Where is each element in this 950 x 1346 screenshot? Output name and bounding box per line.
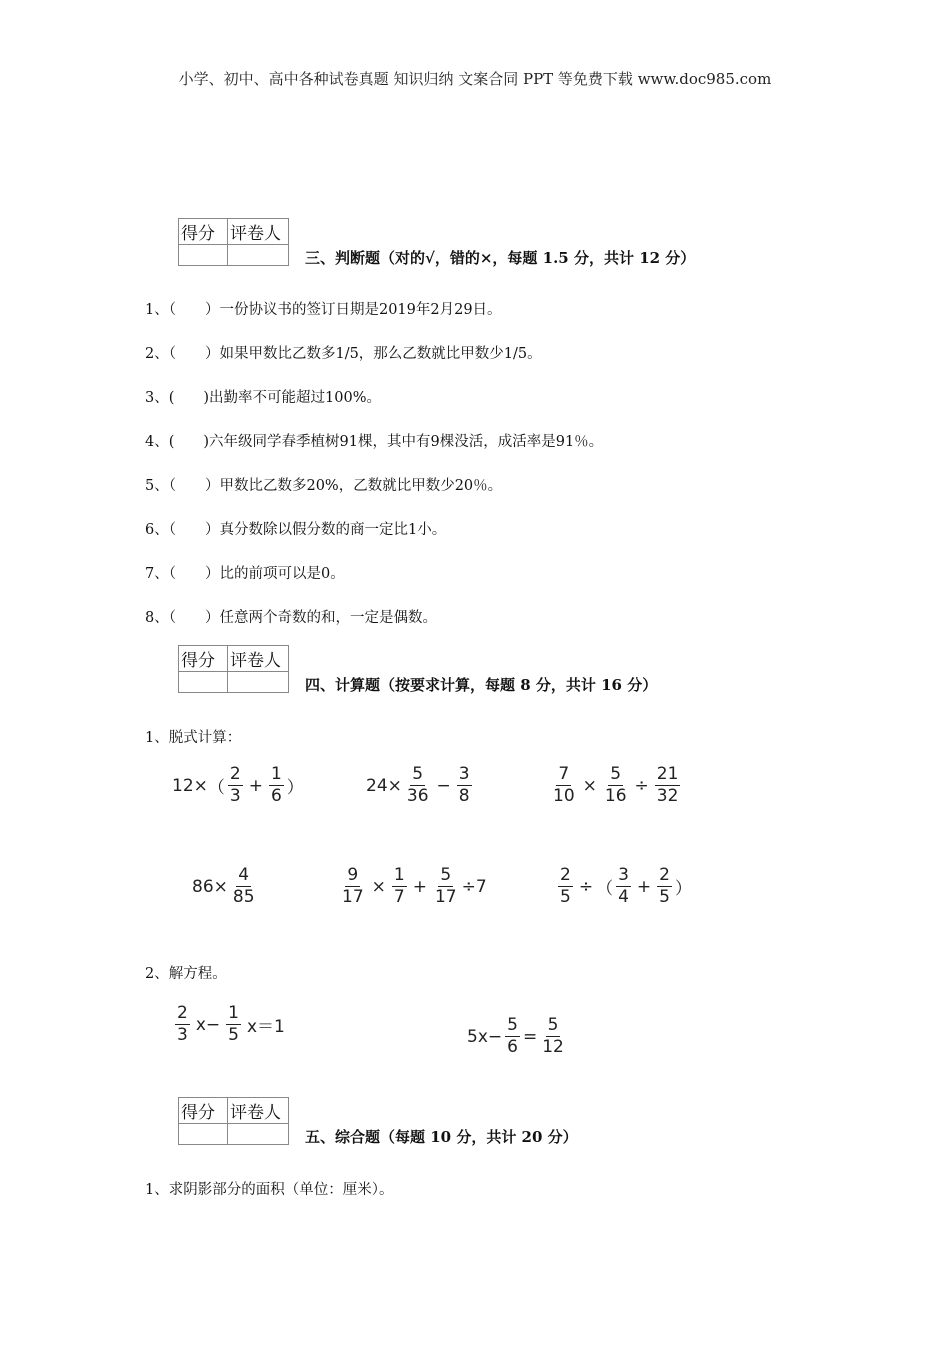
- expr-text: ÷7: [461, 876, 487, 897]
- fraction: [558, 867, 573, 906]
- denominator: 36: [406, 786, 429, 806]
- expression-1: [172, 766, 304, 805]
- denominator: 5: [560, 887, 571, 907]
- numerator: 4: [238, 865, 250, 885]
- numerator: 7: [558, 764, 570, 784]
- fraction: [657, 867, 672, 906]
- section4-title: 四、计算题（按要求计算，每题 8 分，共计 16 分）: [305, 676, 658, 694]
- score-box-section5: [178, 1097, 289, 1145]
- judge-question-2: 2、（ ）如果甲数比乙数多1/5，那么乙数就比甲数少1/5。: [145, 346, 542, 362]
- page-header: 小学、初中、高中各种试卷真题 知识归纳 文案合同 PPT 等免费下载 www.doc985.com: [178, 70, 772, 88]
- judge-question-6: 6、（ ）真分数除以假分数的商一定比1小。: [145, 522, 447, 538]
- section3-title: 三、判断题（对的√，错的×，每题 1.5 分，共计 12 分）: [305, 249, 696, 267]
- expr-text: 24×: [366, 775, 402, 796]
- calc-question-2-label: 2、解方程。: [145, 966, 227, 982]
- numerator: 2: [560, 865, 571, 885]
- fraction: [340, 867, 366, 906]
- fraction: [228, 766, 243, 805]
- numerator: 3: [618, 865, 629, 885]
- expr-text: x＝1: [246, 1017, 285, 1037]
- denominator: 6: [270, 786, 282, 806]
- expr-paren: （: [596, 879, 614, 899]
- fraction: [655, 766, 681, 805]
- score-box-section3: [178, 218, 289, 266]
- denominator: 17: [342, 887, 364, 907]
- score-cell: [179, 672, 228, 693]
- operator: −: [436, 775, 451, 796]
- fraction: [433, 867, 459, 906]
- numerator: 21: [656, 764, 679, 784]
- numerator: 5: [610, 764, 622, 784]
- numerator: 1: [270, 764, 282, 784]
- judge-question-8: 8、（ ）任意两个奇数的和，一定是偶数。: [145, 610, 437, 626]
- grader-label: 评卷人: [228, 646, 289, 672]
- expression-3: [548, 766, 683, 805]
- numerator: 1: [228, 1003, 239, 1023]
- expr-text: 86×: [192, 876, 228, 897]
- operator: +: [412, 876, 427, 897]
- denominator: 5: [228, 1025, 239, 1045]
- numerator: 2: [229, 764, 241, 784]
- judge-question-3: 3、( )出勤率不可能超过100%。: [145, 390, 381, 406]
- calc-question-1-label: 1、脱式计算：: [145, 730, 242, 746]
- expr-text: 12×: [172, 775, 208, 796]
- denominator: 3: [229, 786, 241, 806]
- denominator: 12: [542, 1037, 564, 1057]
- fraction: [540, 1017, 566, 1056]
- numerator: 1: [393, 865, 405, 885]
- numerator: 5: [507, 1015, 518, 1035]
- denominator: 16: [604, 786, 627, 806]
- expression-2: [366, 766, 475, 805]
- fraction: [405, 766, 431, 805]
- numerator: 5: [412, 764, 424, 784]
- numerator: 9: [347, 865, 359, 885]
- denominator: 85: [232, 887, 255, 907]
- denominator: 32: [656, 786, 679, 806]
- grader-cell: [228, 1124, 289, 1145]
- expr-text: 5x−: [467, 1026, 503, 1047]
- fraction: [269, 766, 284, 805]
- operator: ÷: [578, 876, 594, 897]
- fraction: [505, 1017, 520, 1056]
- denominator: 8: [458, 786, 470, 806]
- fraction: [175, 1005, 190, 1044]
- operator: ×: [371, 876, 386, 897]
- expr-text: x−: [195, 1014, 221, 1035]
- fraction: [603, 766, 629, 805]
- expression-6: [555, 867, 692, 906]
- operator: ÷: [634, 775, 649, 796]
- score-cell: [179, 245, 228, 266]
- numerator: 5: [440, 865, 452, 885]
- grader-cell: [228, 672, 289, 693]
- fraction: [551, 766, 577, 805]
- expression-4: [192, 867, 260, 906]
- fraction: [226, 1005, 241, 1044]
- denominator: 5: [659, 887, 670, 907]
- score-cell: [179, 1124, 228, 1145]
- numerator: 2: [659, 865, 670, 885]
- fraction: [231, 867, 257, 906]
- judge-question-1: 1、（ ）一份协议书的签订日期是2019年2月29日。: [145, 302, 502, 318]
- operator: +: [248, 775, 263, 796]
- equation-1: [172, 1005, 288, 1044]
- numerator: 3: [458, 764, 470, 784]
- denominator: 7: [393, 887, 405, 907]
- denominator: 10: [553, 786, 575, 806]
- fraction: [392, 867, 407, 906]
- operator: =: [522, 1026, 538, 1047]
- expr-paren: ）: [286, 778, 304, 798]
- expr-paren: ）: [674, 879, 692, 899]
- comprehensive-question-1: 1、求阴影部分的面积（单位：厘米）。: [145, 1182, 394, 1198]
- equation-2: [467, 1017, 569, 1056]
- judge-question-7: 7、（ ）比的前项可以是0。: [145, 566, 345, 582]
- score-label: 得分: [179, 219, 228, 245]
- operator: ×: [582, 775, 597, 796]
- expression-5: [337, 867, 487, 906]
- grader-label: 评卷人: [228, 219, 289, 245]
- numerator: 2: [177, 1003, 188, 1023]
- section5-title: 五、综合题（每题 10 分，共计 20 分）: [305, 1128, 578, 1146]
- judge-question-4: 4、( )六年级同学春季植树91棵，其中有9棵没活，成活率是91％。: [145, 434, 604, 450]
- denominator: 3: [177, 1025, 188, 1045]
- score-label: 得分: [179, 1098, 228, 1124]
- judge-question-5: 5、（ ）甲数比乙数多20%，乙数就比甲数少20％。: [145, 478, 503, 494]
- operator: +: [636, 876, 652, 897]
- score-label: 得分: [179, 646, 228, 672]
- denominator: 6: [507, 1037, 518, 1057]
- grader-label: 评卷人: [228, 1098, 289, 1124]
- score-box-section4: [178, 645, 289, 693]
- fraction: [457, 766, 472, 805]
- denominator: 17: [434, 887, 457, 907]
- fraction: [616, 867, 631, 906]
- expr-paren: （: [207, 778, 225, 798]
- numerator: 5: [547, 1015, 559, 1035]
- grader-cell: [228, 245, 289, 266]
- denominator: 4: [618, 887, 629, 907]
